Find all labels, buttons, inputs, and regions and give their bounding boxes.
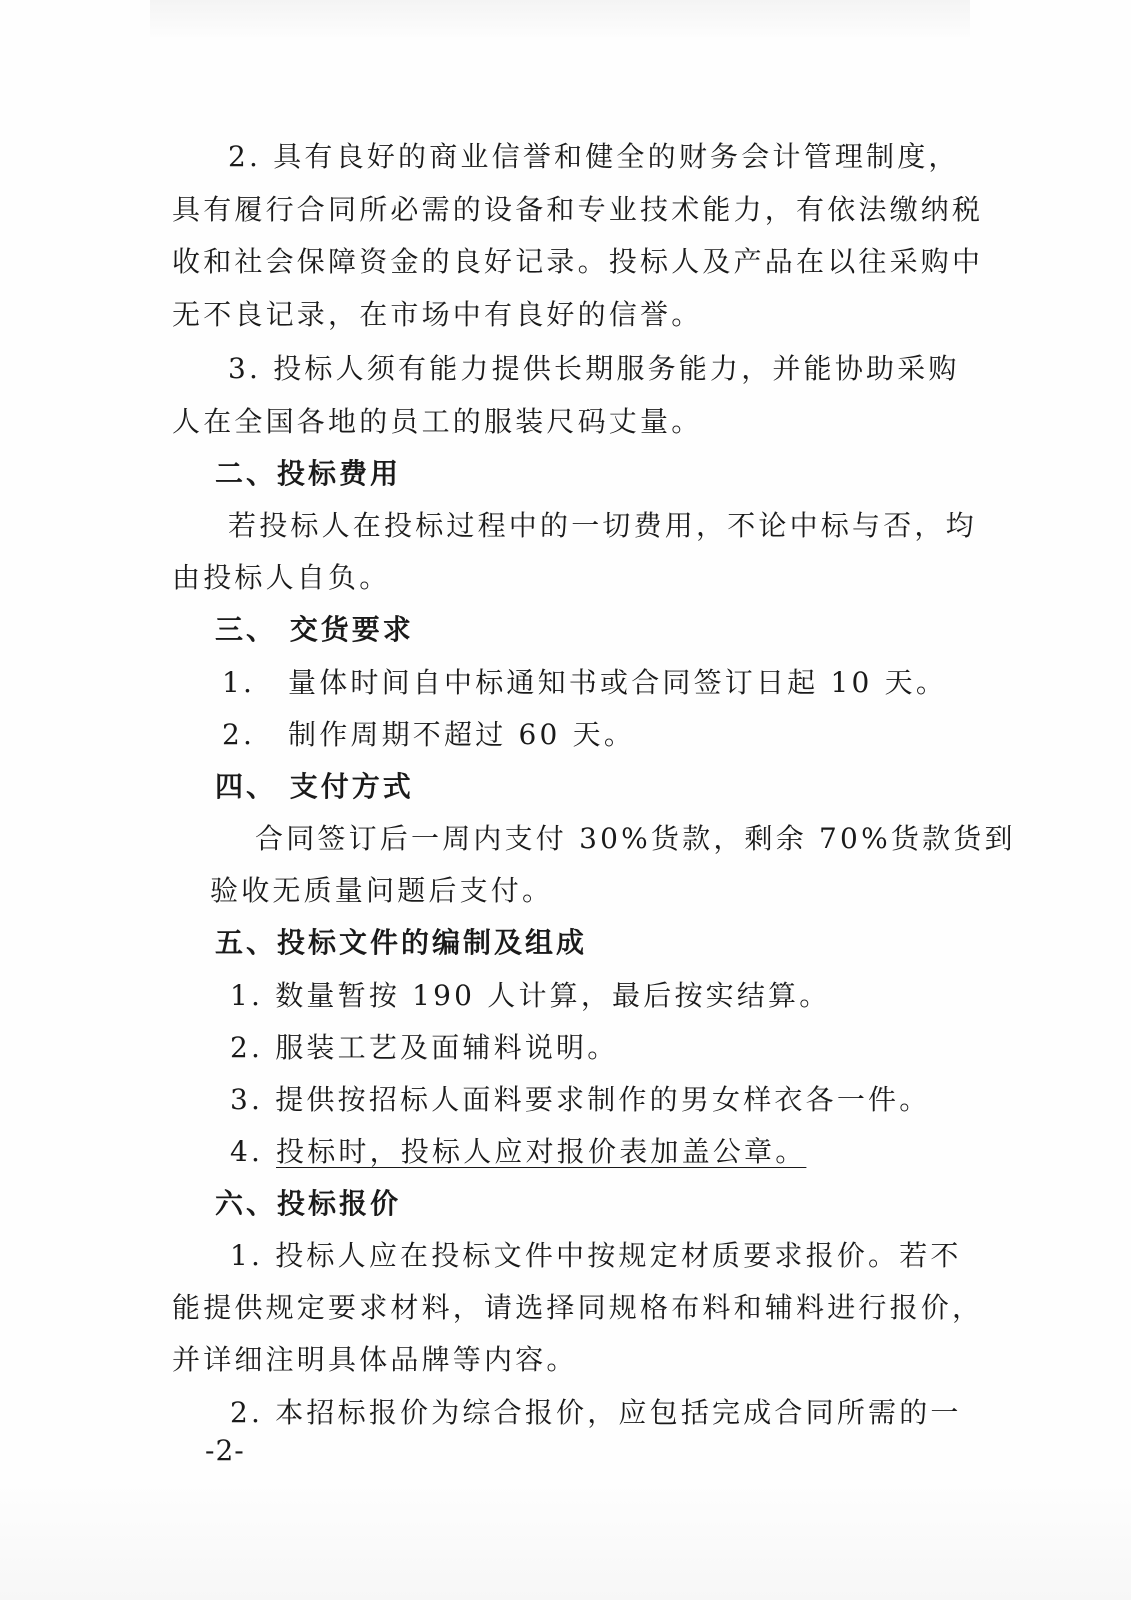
delivery-item-2-number: 2. [222, 718, 256, 751]
bid-documents-item-4-text: 投标时，投标人应对报价表加盖公章。 [276, 1135, 807, 1168]
section-heading-bid-documents: 五、投标文件的编制及组成 [215, 926, 588, 959]
delivery-item-2-text: 制作周期不超过 60 天。 [288, 718, 636, 751]
section-heading-fees: 二、投标费用 [215, 457, 402, 490]
paragraph-price-1-line-1: 1. 投标人应在投标文件中按规定材质要求报价。若不 [230, 1239, 962, 1272]
section-heading-payment: 四、 支付方式 [215, 770, 414, 803]
scan-shadow-bottom [0, 1480, 1131, 1600]
paragraph-price-1-line-2: 能提供规定要求材料，请选择同规格布料和辅料进行报价， [172, 1291, 984, 1324]
paragraph-3-line-2: 人在全国各地的员工的服装尺码丈量。 [172, 405, 703, 438]
paragraph-2-line-4: 无不良记录，在市场中有良好的信誉。 [172, 298, 703, 331]
delivery-item-1-number: 1. [222, 666, 256, 699]
bid-documents-item-3: 3. 提供按招标人面料要求制作的男女样衣各一件。 [230, 1083, 931, 1116]
delivery-item-1-text: 量体时间自中标通知书或合同签订日起 10 天。 [288, 666, 948, 699]
section-heading-delivery: 三、 交货要求 [215, 613, 414, 646]
bid-documents-item-2: 2. 服装工艺及面辅料说明。 [230, 1031, 619, 1064]
paragraph-price-1-line-3: 并详细注明具体品牌等内容。 [172, 1343, 578, 1376]
paragraph-payment-line-1: 合同签订后一周内支付 30%货款，剩余 70%货款货到 [255, 822, 1016, 855]
page-number: -2- [205, 1434, 245, 1467]
paragraph-fees-line-2: 由投标人自负。 [172, 561, 391, 594]
paragraph-2-line-1: 2. 具有良好的商业信誉和健全的财务会计管理制度， [228, 140, 960, 173]
scan-shadow-top [150, 0, 970, 40]
paragraph-2-line-3: 收和社会保障资金的良好记录。投标人及产品在以往采购中 [172, 245, 984, 278]
paragraph-payment-line-2: 验收无质量问题后支付。 [210, 874, 554, 907]
bid-documents-item-1: 1. 数量暂按 190 人计算，最后按实结算。 [230, 979, 831, 1012]
paragraph-fees-line-1: 若投标人在投标过程中的一切费用，不论中标与否，均 [228, 509, 977, 542]
paragraph-3-line-1: 3. 投标人须有能力提供长期服务能力，并能协助采购 [228, 352, 960, 385]
paragraph-price-2-line-1: 2. 本招标报价为综合报价，应包括完成合同所需的一 [230, 1396, 962, 1429]
section-heading-bid-price: 六、投标报价 [215, 1187, 402, 1220]
bid-documents-item-4-number: 4. [230, 1135, 264, 1168]
paragraph-2-line-2: 具有履行合同所必需的设备和专业技术能力，有依法缴纳税 [172, 193, 984, 226]
